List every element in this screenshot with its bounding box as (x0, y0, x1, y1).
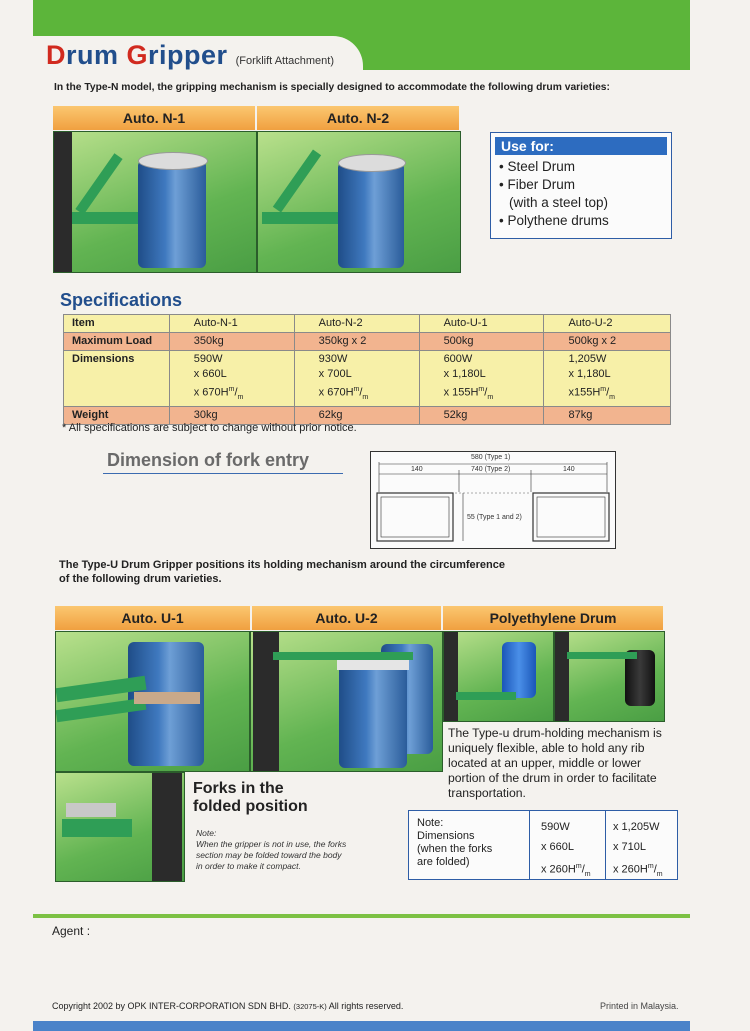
tab-auto-n1: Auto. N-1 (53, 106, 255, 130)
folded-dimensions-box (408, 810, 678, 880)
table-cell: 62kg (294, 406, 419, 424)
printed-in: Printed in Malaysia. (600, 1001, 679, 1011)
table-cell: Maximum Load (64, 333, 170, 351)
spec-note: * All specifications are subject to change without prior notice. (62, 422, 357, 434)
table-cell: 87kg (544, 406, 671, 424)
table-cell: 350kg x 2 (294, 333, 419, 351)
page-title: Drum Gripper (Forklift Attachment) (46, 40, 334, 70)
table-cell: 30kg (169, 406, 294, 424)
table-cell: Dimensions (64, 351, 170, 407)
table-cell: 1,205W x 1,180L $x155H^m/_m$ (544, 351, 671, 407)
type-u-intro: The Type-U Drum Gripper positions its holding mechanism around the circumference of the following drum varieties. (59, 559, 505, 585)
table-cell: Auto-U-1 (419, 315, 544, 333)
specifications-heading: Specifications (60, 290, 183, 310)
footer-separator (33, 914, 690, 918)
table-cell: 500kg x 2 (544, 333, 671, 351)
photo-polyethylene-1 (443, 631, 554, 722)
table-cell: 500kg (419, 333, 544, 351)
use-for-item: • Polythene drums (499, 213, 609, 228)
fork-right-width: 140 (563, 466, 575, 473)
tab-polyethylene-drum: Polyethylene Drum (443, 606, 663, 630)
table-row (64, 333, 671, 351)
folded-dims-col1: 590W x 660L x $260H^m/_m$ (541, 821, 591, 878)
tab-auto-n2: Auto. N-2 (257, 106, 459, 130)
folded-dims-col2: x 1,205W x 710L x $260H^m/_m$ (613, 821, 663, 878)
use-for-item: • Steel Drum (499, 159, 575, 174)
table-row (64, 315, 671, 333)
use-for-item: (with a steel top) (509, 195, 609, 210)
table-cell: Weight (64, 406, 170, 424)
specifications-table (63, 314, 671, 425)
table-cell: 600W x 1,180L x $155H^m/_m$ (419, 351, 544, 407)
polyethylene-description: The Type-u drum-holding mechanism is uniquely flexible, able to hold any rib located at an upper, middle or lower portion of the drum in order to facilitate transportation. (448, 726, 662, 800)
intro-text: In the Type-N model, the gripping mechanism is specially designed to accommodate the following drum varieties: (54, 82, 610, 93)
table-cell: 930W x 700L x $670H^m/_m$ (294, 351, 419, 407)
fork-entry-heading: Dimension of fork entry (107, 450, 310, 470)
table-cell: Item (64, 315, 170, 333)
fork-height-label: 55 (Type 1 and 2) (467, 514, 522, 521)
table-row (64, 351, 671, 407)
agent-label: Agent : (52, 924, 91, 938)
table-cell: Auto-N-1 (169, 315, 294, 333)
use-for-item: • Fiber Drum (499, 177, 575, 192)
copyright: Copyright 2002 by OPK INTER-CORPORATION SDN BHD. (32075-K) All rights reserved. (52, 1001, 404, 1011)
photo-auto-n2 (257, 131, 461, 273)
photo-auto-u2 (250, 631, 443, 772)
use-for-heading: Use for: (495, 137, 667, 155)
fork-entry-underline (103, 473, 343, 474)
use-for-box (490, 132, 672, 239)
table-cell: 52kg (419, 406, 544, 424)
photo-auto-n1 (53, 131, 257, 273)
fork-type2-label: 740 (Type 2) (471, 466, 511, 473)
fork-entry-diagram (370, 451, 616, 549)
table-cell: 590W x 660L x $670H^m/_m$ (169, 351, 294, 407)
tab-auto-u1: Auto. U-1 (55, 606, 250, 630)
fork-type1-label: 580 (Type 1) (471, 454, 511, 461)
table-cell: Auto-N-2 (294, 315, 419, 333)
footer-blue-band (33, 1021, 690, 1031)
photo-polyethylene-2 (554, 631, 665, 722)
photo-auto-u1 (55, 631, 250, 772)
folded-position-title: Forks in the folded position (193, 780, 308, 815)
tab-auto-u2: Auto. U-2 (252, 606, 441, 630)
folded-dims-label: Note: Dimensions (when the forks are folded) (417, 817, 493, 868)
photo-folded-forks (55, 772, 185, 882)
page-subtitle: (Forklift Attachment) (235, 55, 334, 67)
fork-left-width: 140 (411, 466, 423, 473)
folded-note: Note: When the gripper is not in use, the forks section may be folded toward the body in order to make it compact. (196, 828, 347, 871)
table-cell: 350kg (169, 333, 294, 351)
table-cell: Auto-U-2 (544, 315, 671, 333)
